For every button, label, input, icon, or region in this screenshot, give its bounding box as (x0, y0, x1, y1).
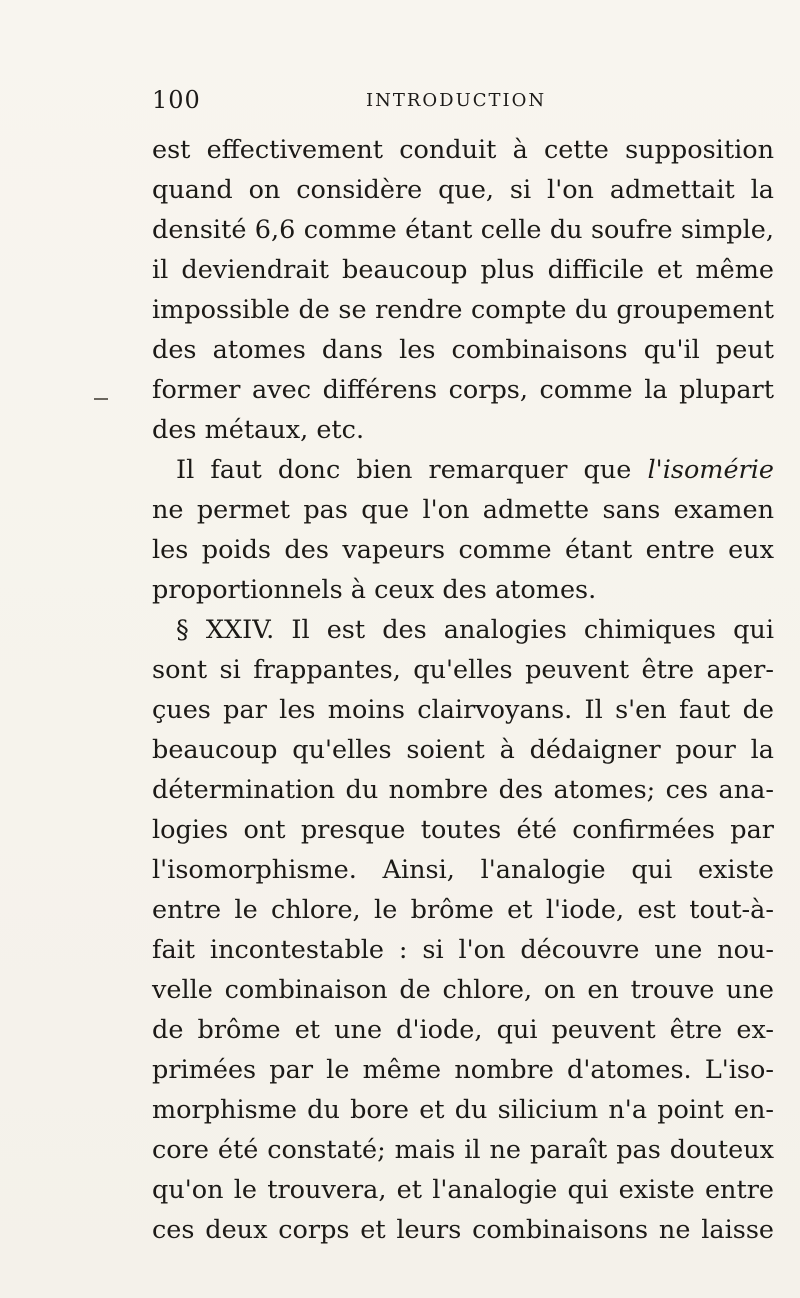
text-line: fait incontestable : si l'on découvre une nou- (152, 935, 774, 965)
text-line: beaucoup qu'elles soient à dédaigner pour la (152, 735, 774, 765)
text-line: çues par les moins clairvoyans. Il s'en faut de (152, 695, 774, 725)
text-line: il deviendrait beaucoup plus difficile et même (152, 255, 774, 285)
text-line (152, 450, 774, 490)
margin-mark (94, 398, 108, 400)
text-line: sont si frappantes, qu'elles peuvent être aper- (152, 655, 774, 685)
text-line: former avec différens corps, comme la plupart (152, 375, 774, 405)
running-head (152, 86, 772, 120)
text-line: est effectivement conduit à cette supposition (152, 135, 774, 165)
text-line: des métaux, etc. (152, 415, 365, 445)
text-line: primées par le même nombre d'atomes. L'iso- (152, 1055, 774, 1085)
text-line: qu'on le trouvera, et l'analogie qui existe entre (152, 1175, 774, 1205)
text-line: velle combinaison de chlore, on en trouve une (152, 975, 774, 1005)
text-run: Il faut donc bien remarquer que (176, 455, 648, 485)
text-line: ne permet pas que l'on admette sans examen (152, 495, 774, 525)
text-line: morphisme du bore et du silicium n'a point en- (152, 1095, 774, 1125)
text-line: proportionnels à ceux des atomes. (152, 575, 597, 605)
text-line: l'isomorphisme. Ainsi, l'analogie qui existe (152, 855, 774, 885)
text-line: de brôme et une d'iode, qui peuvent être ex- (152, 1015, 774, 1045)
text-line: entre le chlore, le brôme et l'iode, est tout-à- (152, 895, 774, 925)
body-text (152, 130, 774, 1250)
text-line: core été constaté; mais il ne paraît pas douteux (152, 1135, 774, 1165)
running-title: INTRODUCTION (366, 90, 547, 111)
page-number: 100 (152, 86, 201, 114)
section-heading-line: § XXIV. Il est des analogies chimiques qui (176, 615, 774, 645)
text-line: détermination du nombre des atomes; ces ana- (152, 775, 774, 805)
text-line: impossible de se rendre compte du groupement (152, 295, 774, 325)
italic-term: l'isomérie (647, 455, 774, 485)
text-line: logies ont presque toutes été confirmées par (152, 815, 774, 845)
text-line: quand on considère que, si l'on admettait la (152, 175, 774, 205)
text-line: densité 6,6 comme étant celle du soufre simple, (152, 215, 774, 245)
text-line: ces deux corps et leurs combinaisons ne laisse (152, 1215, 774, 1245)
text-line: des atomes dans les combinaisons qu'il peut (152, 335, 774, 365)
text-line: les poids des vapeurs comme étant entre eux (152, 535, 774, 565)
